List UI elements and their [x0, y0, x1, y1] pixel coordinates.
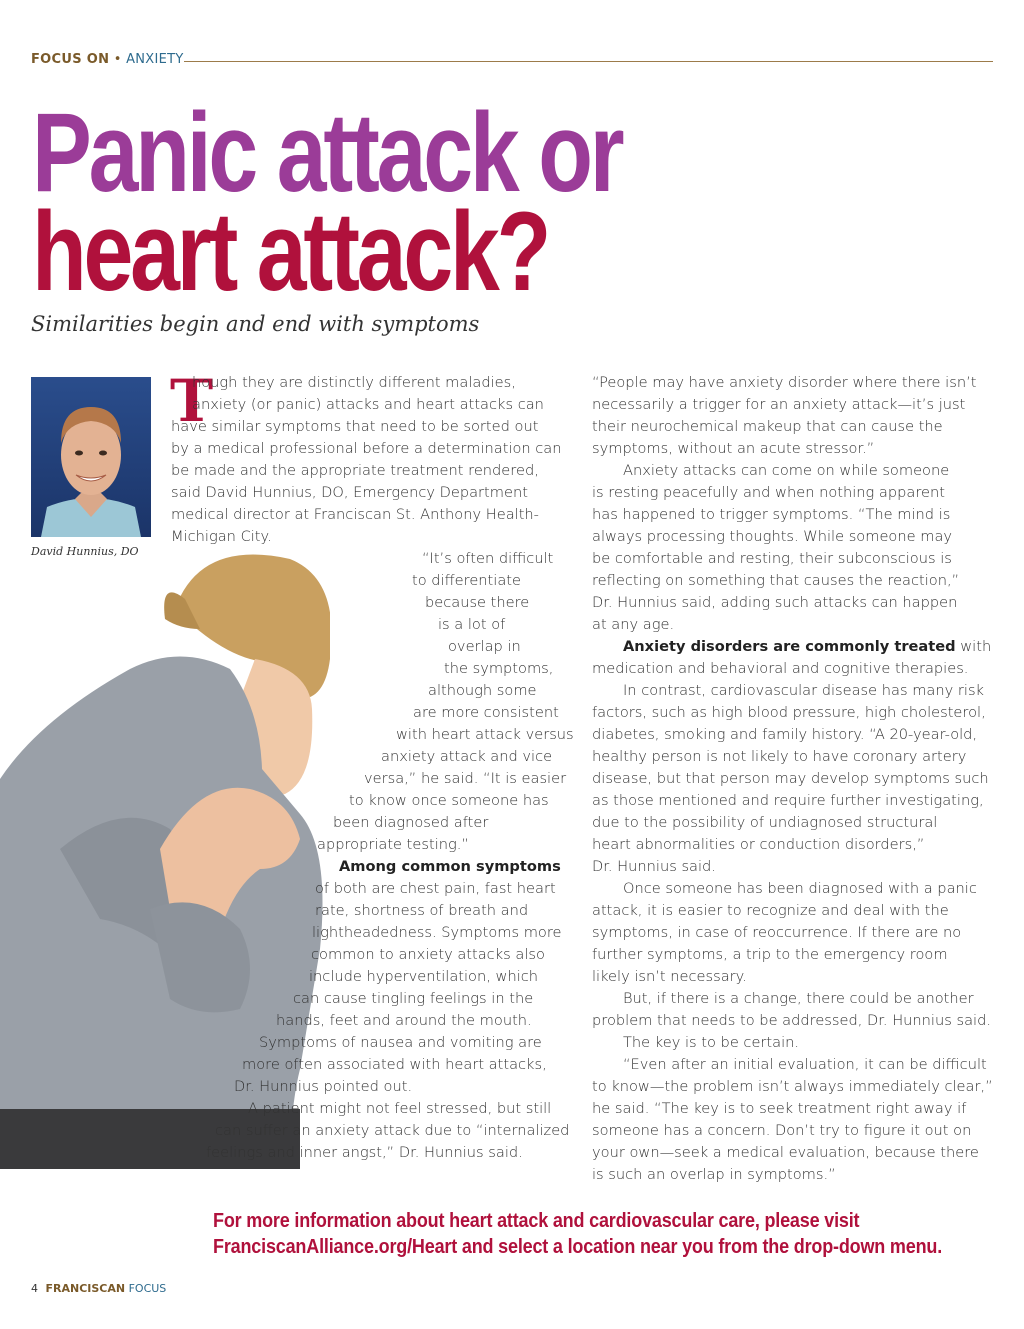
body-text-line: be made and the appropriate treatment rendered,	[171, 462, 539, 479]
body-text-line: “Even after an initial evaluation, it can be difficult	[623, 1056, 987, 1073]
body-text-line: medical director at Franciscan St. Anthony Health-	[171, 506, 539, 523]
body-text-line: to know once someone has	[349, 792, 549, 809]
body-text-line: medication and behavioral and cognitive therapies.	[592, 660, 969, 677]
body-text-line: rate, shortness of breath and	[315, 902, 529, 919]
body-text-line: heart abnormalities or conduction disorders,”	[592, 836, 925, 853]
body-text-line: more often associated with heart attacks,	[242, 1056, 547, 1073]
section-topic: ANXIETY	[126, 52, 184, 67]
body-text-line: A patient might not feel stressed, but still	[248, 1100, 552, 1117]
body-text-line: of both are chest pain, fast heart	[315, 880, 556, 897]
body-text-line: anxiety attack and vice	[381, 748, 553, 765]
body-text-line: as those mentioned and require further investigating,	[592, 792, 984, 809]
body-text-line: has happened to trigger symptoms. “The mind is	[592, 506, 951, 523]
body-text-line: the symptoms,	[444, 660, 554, 677]
body-text-line: necessarily a trigger for an anxiety attack—it’s just	[592, 396, 966, 413]
body-text-line: feelings and inner angst,” Dr. Hunnius said.	[206, 1144, 523, 1161]
body-text-line: problem that needs to be addressed, Dr. Hunnius said.	[592, 1012, 991, 1029]
body-text-line: In contrast, cardiovascular disease has many risk	[623, 682, 985, 699]
body-text-line: he said. “The key is to seek treatment right away if	[592, 1100, 967, 1117]
body-text-line: symptoms, without an acute stressor.”	[592, 440, 875, 457]
body-text-line: include hyperventilation, which	[309, 968, 539, 985]
body-text-line: your own—seek a medical evaluation, because there	[592, 1144, 979, 1161]
body-text-line: appropriate testing.”	[317, 836, 469, 853]
body-text-line: be comfortable and resting, their subconscious is	[592, 550, 952, 567]
body-text-line: Dr. Hunnius pointed out.	[234, 1078, 413, 1095]
body-text-line: overlap in	[448, 638, 521, 655]
body-text-line: someone has a concern. Don’t try to figure it out on	[592, 1122, 972, 1139]
body-text-line: can cause tingling feelings in the	[293, 990, 534, 1007]
magazine-name-1: FRANCISCAN	[45, 1282, 126, 1295]
body-text-line: at any age.	[592, 616, 675, 633]
body-text-line: are more consistent	[413, 704, 559, 721]
body-text-line: anxiety (or panic) attacks and heart attacks can	[192, 396, 544, 413]
page-footer	[31, 1282, 166, 1295]
subhead-text: Anxiety disorders are commonly treated	[623, 638, 956, 655]
body-text-line: versa,” he said. “It is easier	[364, 770, 567, 787]
body-text-line: been diagnosed after	[333, 814, 489, 831]
portrait-photo	[31, 377, 151, 537]
subhead-text: Among common symptoms	[339, 858, 561, 875]
body-text-line: although some	[428, 682, 537, 699]
body-text-line: is a lot of	[438, 616, 506, 633]
body-text-line: said David Hunnius, DO, Emergency Department	[171, 484, 528, 501]
headline-line-2: heart attack?	[32, 189, 549, 314]
body-text-line: is resting peacefully and when nothing apparent	[592, 484, 945, 501]
body-text-line: hough they are distinctly different maladies,	[192, 374, 516, 391]
body-text-line: because there	[425, 594, 530, 611]
body-text-line: to know—the problem isn’t always immediately clear,”	[592, 1078, 993, 1095]
section-separator: •	[113, 52, 122, 67]
body-text-line: with heart attack versus	[396, 726, 574, 743]
cta-line-1: For more information about heart attack and cardiovascular care, please visit	[213, 1210, 860, 1232]
body-text-line: “People may have anxiety disorder where there isn’t	[592, 374, 977, 391]
body-text-line: symptoms, in case of reoccurrence. If there are no	[592, 924, 962, 941]
body-text-line: Dr. Hunnius said, adding such attacks can happen	[592, 594, 958, 611]
body-text-line: always processing thoughts. While someone may	[592, 528, 953, 545]
body-text-line: common to anxiety attacks also	[311, 946, 545, 963]
body-text-line: Dr. Hunnius said.	[592, 858, 716, 875]
body-text-line: healthy person is not likely to have coronary artery	[592, 748, 967, 765]
magazine-name-2: FOCUS	[128, 1282, 167, 1295]
body-text-line	[623, 636, 991, 658]
body-text-line: hands, feet and around the mouth.	[276, 1012, 532, 1029]
body-text-line: reflecting on something that causes the reaction,”	[592, 572, 960, 589]
headline-line-1: Panic attack or	[32, 90, 622, 215]
cta-line-2: FranciscanAlliance.org/Heart and select a location near you from the drop-down menu.	[213, 1236, 943, 1258]
body-text-line: likely isn’t necessary.	[592, 968, 747, 985]
header-rule	[184, 61, 993, 62]
body-text-line: lightheadedness. Symptoms more	[312, 924, 562, 941]
body-text-line: factors, such as high blood pressure, high cholesterol,	[592, 704, 986, 721]
portrait-caption: David Hunnius, DO	[31, 545, 139, 558]
body-text-line: The key is to be certain.	[623, 1034, 800, 1051]
body-text-line: further symptoms, a trip to the emergency room	[592, 946, 948, 963]
body-text-line: to differentiate	[412, 572, 521, 589]
body-text-line: Once someone has been diagnosed with a panic	[623, 880, 977, 897]
page-number: 4	[31, 1282, 38, 1295]
body-text-line: Anxiety attacks can come on while someone	[623, 462, 950, 479]
body-text-line: by a medical professional before a determination can	[171, 440, 562, 457]
body-text-fragment: with	[960, 638, 992, 655]
body-text-line: Michigan City.	[171, 528, 272, 545]
body-text-line: due to the possibility of undiagnosed structural	[592, 814, 938, 831]
body-text-line: Symptoms of nausea and vomiting are	[259, 1034, 542, 1051]
body-text-line: their neurochemical makeup that can cause the	[592, 418, 943, 435]
body-text-line: is such an overlap in symptoms.”	[592, 1166, 836, 1183]
section-label	[31, 52, 184, 67]
subtitle: Similarities begin and end with symptoms	[31, 312, 480, 336]
body-text-line: have similar symptoms that need to be sorted out	[171, 418, 539, 435]
body-text-line: disease, but that person may develop symptoms such	[592, 770, 989, 787]
body-text-line: attack, it is easier to recognize and deal with the	[592, 902, 949, 919]
body-text-line: But, if there is a change, there could be another	[623, 990, 974, 1007]
drop-cap: T	[170, 367, 214, 435]
body-text-line: diabetes, smoking and family history. “A 20-year-old,	[592, 726, 978, 743]
section-name: FOCUS ON	[31, 52, 110, 67]
body-text-line: “It’s often difficult	[422, 550, 554, 567]
body-text-line: can suffer an anxiety attack due to “internalized	[215, 1122, 570, 1139]
